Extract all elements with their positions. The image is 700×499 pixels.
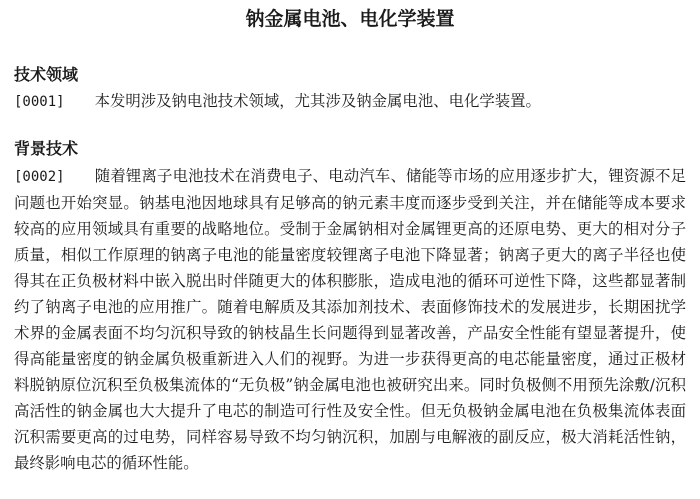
paragraph-number: [0002] <box>14 169 65 185</box>
section-heading-technical-field: 技术领域 <box>14 65 79 84</box>
paragraph-text: 本发明涉及钠电池技术领域，尤其涉及钠金属电池、电化学装置。 <box>94 92 541 110</box>
document-title: 钠金属电池、电化学装置 <box>245 8 455 30</box>
paragraph-number: [0001] <box>14 94 65 110</box>
section-heading-background: 背景技术 <box>14 139 79 158</box>
paragraph-0002 <box>14 163 686 476</box>
paragraph-text: 随着锂离子电池技术在消费电子、电动汽车、储能等市场的应用逐步扩大，锂资源不足问题也开始突显。钠基电池因地球具有足够高的钠元素丰度而逐步受到关注，并在储能等成本要求较高的应用领域具有重要的战略地位。受制于金属钠相对金属锂更高的还原电势、更大的相对分子质量，相似工作原理的钠离子电池的能量密度较锂离子电池下降显著；钠离子更大的离子半径也使得其在正负极材料中嵌入脱出时伴随更大的体积膨胀，造成电池的循环可逆性下降，这些都显著制约了钠离子电池的应用推广。随着电解质及其添加剂技术、表面修饰技术的发展进步，长期困扰学术界的金属表面不均匀沉积导致的钠枝晶生长问题得到显著改善，产品安全性能有望显著提升，使得高能量密度的钠金属负极重新进入人们的视野。为进一步获得更高的电芯能量密度，通过正极材料脱钠原位沉积至负极集流体的“无负极”钠金属电池也被研究出来。同时负极侧不用预先涂敷/沉积高活性的钠金属也大大提升了电芯的制造可行性及安全性。但无负极钠金属电池在负极集流体表面沉积需要更高的过电势，同样容易导致不均匀钠沉积，加剧与电解液的副反应，极大消耗活性钠，最终影响电芯的循环性能。 <box>14 167 686 472</box>
paragraph-0001 <box>14 88 686 115</box>
